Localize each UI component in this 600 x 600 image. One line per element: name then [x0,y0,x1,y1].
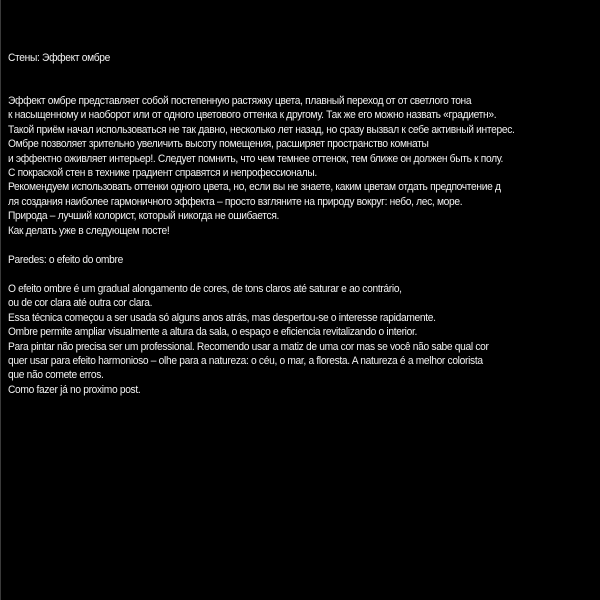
text-line: Омбре позволяет зрительно увеличить высоту помещения, расширяет пространство комнаты [8,138,429,151]
text-line: Природа – лучший колорист, который никогда не ошибается. [8,210,280,223]
text-line: O efeito ombre é um gradual alongamento de cores, de tons claros até saturar e ao contrário, [8,283,402,295]
text-line: Como fazer já no proximo post. [8,383,141,396]
text-line: ou de cor clara até outra cor clara. [8,297,153,310]
portuguese-body [8,282,489,397]
russian-body [8,94,515,238]
text-line: Ombre permite ampliar visualmente a altura da sala, o espaço e eficiencia revitalizando o interior. [8,326,418,339]
text-line: Эффект омбре представляет собой постепенную растяжку цвета, плавный переход от от светлого тона [8,95,472,107]
text-line: Как делать уже в следующем посте! [8,224,170,237]
text-line: ля создания наиболее гармоничного эффекта – просто взгляните на природу вокруг: небо, лес, море. [8,195,463,208]
text-line: С покраской стен в технике градиент справятся и непрофессионалы. [8,166,317,179]
text-line: и эффектно оживляет интерьер!. Следует помнить, что чем темнее оттенок, тем ближе он должен быть к полу. [8,152,504,165]
russian-title: Стены: Эффект омбре [8,52,110,64]
text-line: Essa técnica começou a ser usada só alguns anos atrás, mas despertou-se o interesse rapidamente. [8,311,436,324]
text-line: к насыщенному и наоборот или от одного цветового оттенка к другому. Так же его можно назвать «градиетн». [8,109,497,122]
text-line: Такой приём начал использоваться не так давно, несколько лет назад, но сразу вызвал к себе активный интерес. [8,123,515,136]
text-line: quer usar para efeito harmonioso – olhe para a natureza: o céu, o mar, a floresta. A natureza é a melhor colorista [8,354,483,367]
text-line: Рекомендуем использовать оттенки одного цвета, но, если вы не знаете, каким цветам отдать предпочтение д [8,181,501,194]
text-line: que não comete erros. [8,369,104,382]
portuguese-title: Paredes: o efeito do ombre [8,254,123,266]
text-line: Para pintar não precisa ser um professional. Recomendo usar a matiz de uma cor mas se você não sabe qual cor [8,340,489,353]
